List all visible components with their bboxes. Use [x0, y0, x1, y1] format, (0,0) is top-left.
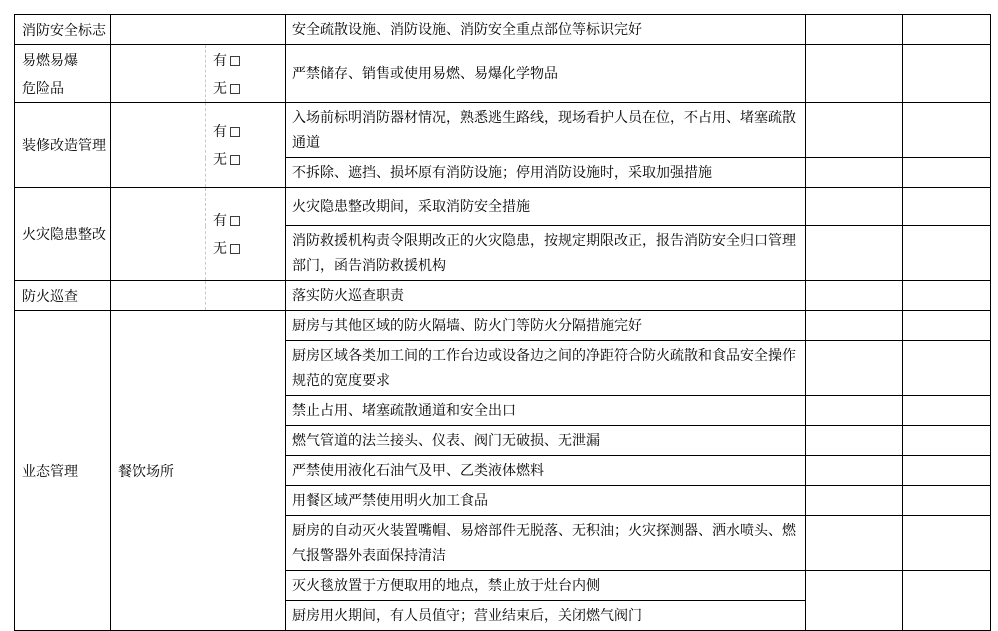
category-renovation-mgmt: 装修改造管理	[15, 103, 111, 188]
requirement-cell-2: 严禁储存、销售或使用易燃、易爆化学物品	[286, 45, 806, 103]
category-fire-safety-sign: 消防安全标志	[15, 15, 111, 45]
check-result-cell-13[interactable]	[806, 486, 903, 516]
remark-cell-1[interactable]	[903, 15, 991, 45]
yes-label: 有	[213, 51, 227, 68]
no-label: 无	[213, 151, 227, 167]
no-label: 无	[213, 79, 227, 96]
yes-option	[213, 206, 285, 234]
yes-checkbox[interactable]	[230, 127, 240, 137]
remark-cell-11[interactable]	[903, 426, 991, 456]
remark-cell-15-16[interactable]	[903, 571, 991, 631]
empty-subcategory-cell	[111, 103, 206, 188]
no-option	[213, 145, 285, 173]
requirement-cell-14: 厨房的自动灭火装置嘴帽、易熔部件无脱落、无积油；火灾探测器、洒水喷头、燃气报警器外表面保持清洁	[286, 516, 806, 571]
check-result-cell-10[interactable]	[806, 396, 903, 426]
yes-label: 有	[213, 123, 227, 139]
remark-cell-13[interactable]	[903, 486, 991, 516]
requirement-cell-11: 燃气管道的法兰接头、仪表、阀门无破损、无泄漏	[286, 426, 806, 456]
category-label-line1: 易燃易爆	[22, 51, 78, 68]
table-row	[15, 311, 991, 341]
check-result-cell-1[interactable]	[806, 15, 903, 45]
requirement-cell-12: 严禁使用液化石油气及甲、乙类液体燃料	[286, 456, 806, 486]
remark-cell-5[interactable]	[903, 188, 991, 226]
remark-cell-2[interactable]	[903, 45, 991, 103]
yes-checkbox[interactable]	[230, 216, 240, 226]
remark-cell-12[interactable]	[903, 456, 991, 486]
requirement-cell-13: 用餐区域严禁使用明火加工食品	[286, 486, 806, 516]
check-result-cell-5[interactable]	[806, 188, 903, 226]
requirement-cell-15: 灭火毯放置于方便取用的地点，禁止放于灶台内侧	[286, 571, 806, 601]
table-row	[15, 103, 991, 158]
no-checkbox[interactable]	[230, 155, 240, 165]
remark-cell-3[interactable]	[903, 103, 991, 158]
check-result-cell-15-16[interactable]	[806, 571, 903, 631]
category-business-format: 业态管理	[15, 311, 111, 631]
table-row	[15, 281, 991, 311]
requirement-cell-1: 安全疏散设施、消防设施、消防安全重点部位等标识完好	[286, 15, 806, 45]
no-checkbox[interactable]	[230, 244, 240, 254]
check-result-cell-7[interactable]	[806, 281, 903, 311]
table-row	[15, 188, 991, 226]
remark-cell-7[interactable]	[903, 281, 991, 311]
check-result-cell-9[interactable]	[806, 341, 903, 396]
remark-cell-9[interactable]	[903, 341, 991, 396]
yes-no-checkbox-cell	[206, 45, 286, 103]
table-row	[15, 15, 991, 45]
yes-label: 有	[213, 212, 227, 228]
check-result-cell-2[interactable]	[806, 45, 903, 103]
no-label: 无	[213, 240, 227, 256]
empty-subcategory-cell	[111, 281, 206, 311]
category-fire-patrol: 防火巡查	[15, 281, 111, 311]
requirement-cell-5: 火灾隐患整改期间，采取消防安全措施	[286, 188, 806, 226]
requirement-cell-3: 入场前标明消防器材情况，熟悉逃生路线，现场看护人员在位，不占用、堵塞疏散通道	[286, 103, 806, 158]
remark-cell-10[interactable]	[903, 396, 991, 426]
requirement-cell-10: 禁止占用、堵塞疏散通道和安全出口	[286, 396, 806, 426]
yes-no-checkbox-cell	[206, 188, 286, 281]
no-option	[213, 234, 285, 262]
check-result-cell-14[interactable]	[806, 516, 903, 571]
yes-option	[213, 46, 285, 74]
empty-subcategory-cell	[111, 15, 286, 45]
check-result-cell-11[interactable]	[806, 426, 903, 456]
yes-no-checkbox-cell	[206, 103, 286, 188]
check-result-cell-8[interactable]	[806, 311, 903, 341]
requirement-cell-9: 厨房区域各类加工间的工作台边或设备边之间的净距符合防火疏散和食品安全操作规范的宽度要求	[286, 341, 806, 396]
empty-checkbox-cell	[206, 281, 286, 311]
check-result-cell-12[interactable]	[806, 456, 903, 486]
empty-subcategory-cell	[111, 188, 206, 281]
subcategory-dining-venue: 餐饮场所	[111, 311, 286, 631]
category-flammable-explosive	[15, 45, 111, 103]
requirement-cell-7: 落实防火巡查职责	[286, 281, 806, 311]
check-result-cell-6[interactable]	[806, 226, 903, 281]
yes-option	[213, 117, 285, 145]
table-row	[15, 45, 991, 103]
yes-checkbox[interactable]	[230, 56, 240, 66]
remark-cell-4[interactable]	[903, 158, 991, 188]
remark-cell-6[interactable]	[903, 226, 991, 281]
no-option	[213, 74, 285, 102]
remark-cell-8[interactable]	[903, 311, 991, 341]
check-result-cell-4[interactable]	[806, 158, 903, 188]
requirement-cell-4: 不拆除、遮挡、损坏原有消防设施；停用消防设施时，采取加强措施	[286, 158, 806, 188]
requirement-cell-6: 消防救援机构责令限期改正的火灾隐患，按规定期限改正，报告消防安全归口管理部门，函告消防救援机构	[286, 226, 806, 281]
category-label-line2: 危险品	[22, 79, 64, 96]
category-hazard-rectification: 火灾隐患整改	[15, 188, 111, 281]
requirement-cell-8: 厨房与其他区域的防火隔墙、防火门等防火分隔措施完好	[286, 311, 806, 341]
remark-cell-14[interactable]	[903, 516, 991, 571]
fire-safety-checklist-table	[14, 14, 991, 631]
check-result-cell-3[interactable]	[806, 103, 903, 158]
empty-subcategory-cell	[111, 45, 206, 103]
requirement-cell-16: 厨房用火期间，有人员值守；营业结束后，关闭燃气阀门	[286, 601, 806, 631]
no-checkbox[interactable]	[230, 84, 240, 94]
